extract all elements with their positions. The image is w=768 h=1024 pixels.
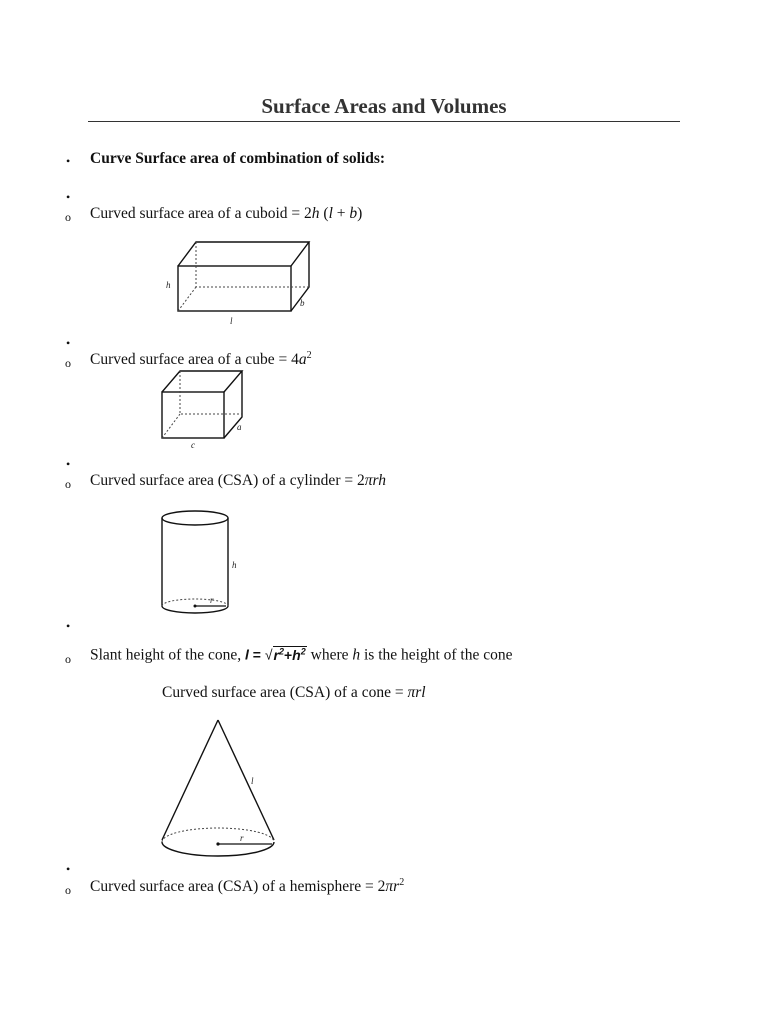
exp-r: 2 (278, 646, 284, 656)
var-h: h (352, 646, 361, 664)
label-b: b (300, 298, 305, 308)
bullet: • (66, 154, 71, 168)
exponent: 2 (306, 350, 312, 361)
page-title: Surface Areas and Volumes (261, 94, 507, 118)
sub-bullet: o (65, 356, 71, 370)
slant-tail: is the height of the cone (360, 646, 513, 664)
cuboid-csa-text (90, 205, 362, 223)
bullet: • (66, 862, 71, 876)
var-h: h (311, 205, 320, 222)
sub-bullet: o (65, 210, 71, 224)
label-c: c (191, 440, 195, 450)
formula-l: l (244, 646, 249, 663)
cube-figure (158, 368, 250, 448)
exponent: 2 (399, 877, 405, 888)
label-r: r (210, 595, 214, 605)
cube-csa-text (90, 350, 312, 369)
sub-bullet: o (65, 883, 71, 897)
radicand (273, 646, 307, 663)
cube-csa-label: Curved surface area of a cube = 4 (90, 351, 299, 369)
slant-height-formula (245, 646, 307, 663)
slant-where: where (306, 646, 353, 664)
paren-open: ( (319, 205, 329, 222)
bullet: • (66, 457, 71, 471)
formula-eq: = (248, 646, 265, 663)
sub-bullet: o (65, 477, 71, 491)
var-b: b (349, 205, 358, 222)
bullet: • (66, 336, 71, 350)
label-h: h (166, 280, 171, 290)
label-r: r (240, 833, 244, 843)
cuboid-csa-label: Curved surface area of a cuboid = 2 (90, 205, 312, 222)
cone-csa-label: Curved surface area (CSA) of a cone = (162, 684, 408, 701)
paren-close: ) (357, 205, 363, 222)
bullet: • (66, 190, 71, 204)
formula-plus: + (283, 646, 293, 663)
cone-figure (158, 716, 280, 862)
formula-h: h (292, 646, 301, 663)
cylinder-figure (155, 506, 255, 618)
var-pi-r-h: πrh (364, 472, 386, 489)
cylinder-csa-text (90, 472, 386, 490)
var-a: a (298, 351, 307, 369)
plus-sign: + (332, 205, 350, 222)
exp-h: 2 (300, 646, 306, 656)
formula-r: r (273, 646, 279, 663)
bullet: • (66, 619, 71, 633)
cylinder-csa-label: Curved surface area (CSA) of a cylinder = 2 (90, 472, 365, 489)
title-underline (88, 121, 680, 122)
label-h: h (232, 560, 237, 570)
hemisphere-csa-label: Curved surface area (CSA) of a hemisphere = 2 (90, 878, 386, 896)
slant-label: Slant height of the cone, (90, 646, 245, 664)
cone-csa-text (162, 684, 426, 702)
label-l: l (251, 776, 254, 786)
sqrt-symbol: √ (264, 646, 273, 663)
sub-bullet: o (65, 652, 71, 666)
cuboid-figure (160, 236, 320, 328)
var-pi-r: πr (385, 878, 400, 896)
section-heading: Curve Surface area of combination of solids: (90, 150, 386, 167)
var-l: l (328, 205, 333, 222)
hemisphere-csa-text (90, 877, 404, 896)
label-l: l (230, 316, 233, 326)
cone-slant-text (90, 646, 513, 665)
var-pi-r-l: πrl (407, 684, 426, 701)
label-a: a (237, 422, 242, 432)
